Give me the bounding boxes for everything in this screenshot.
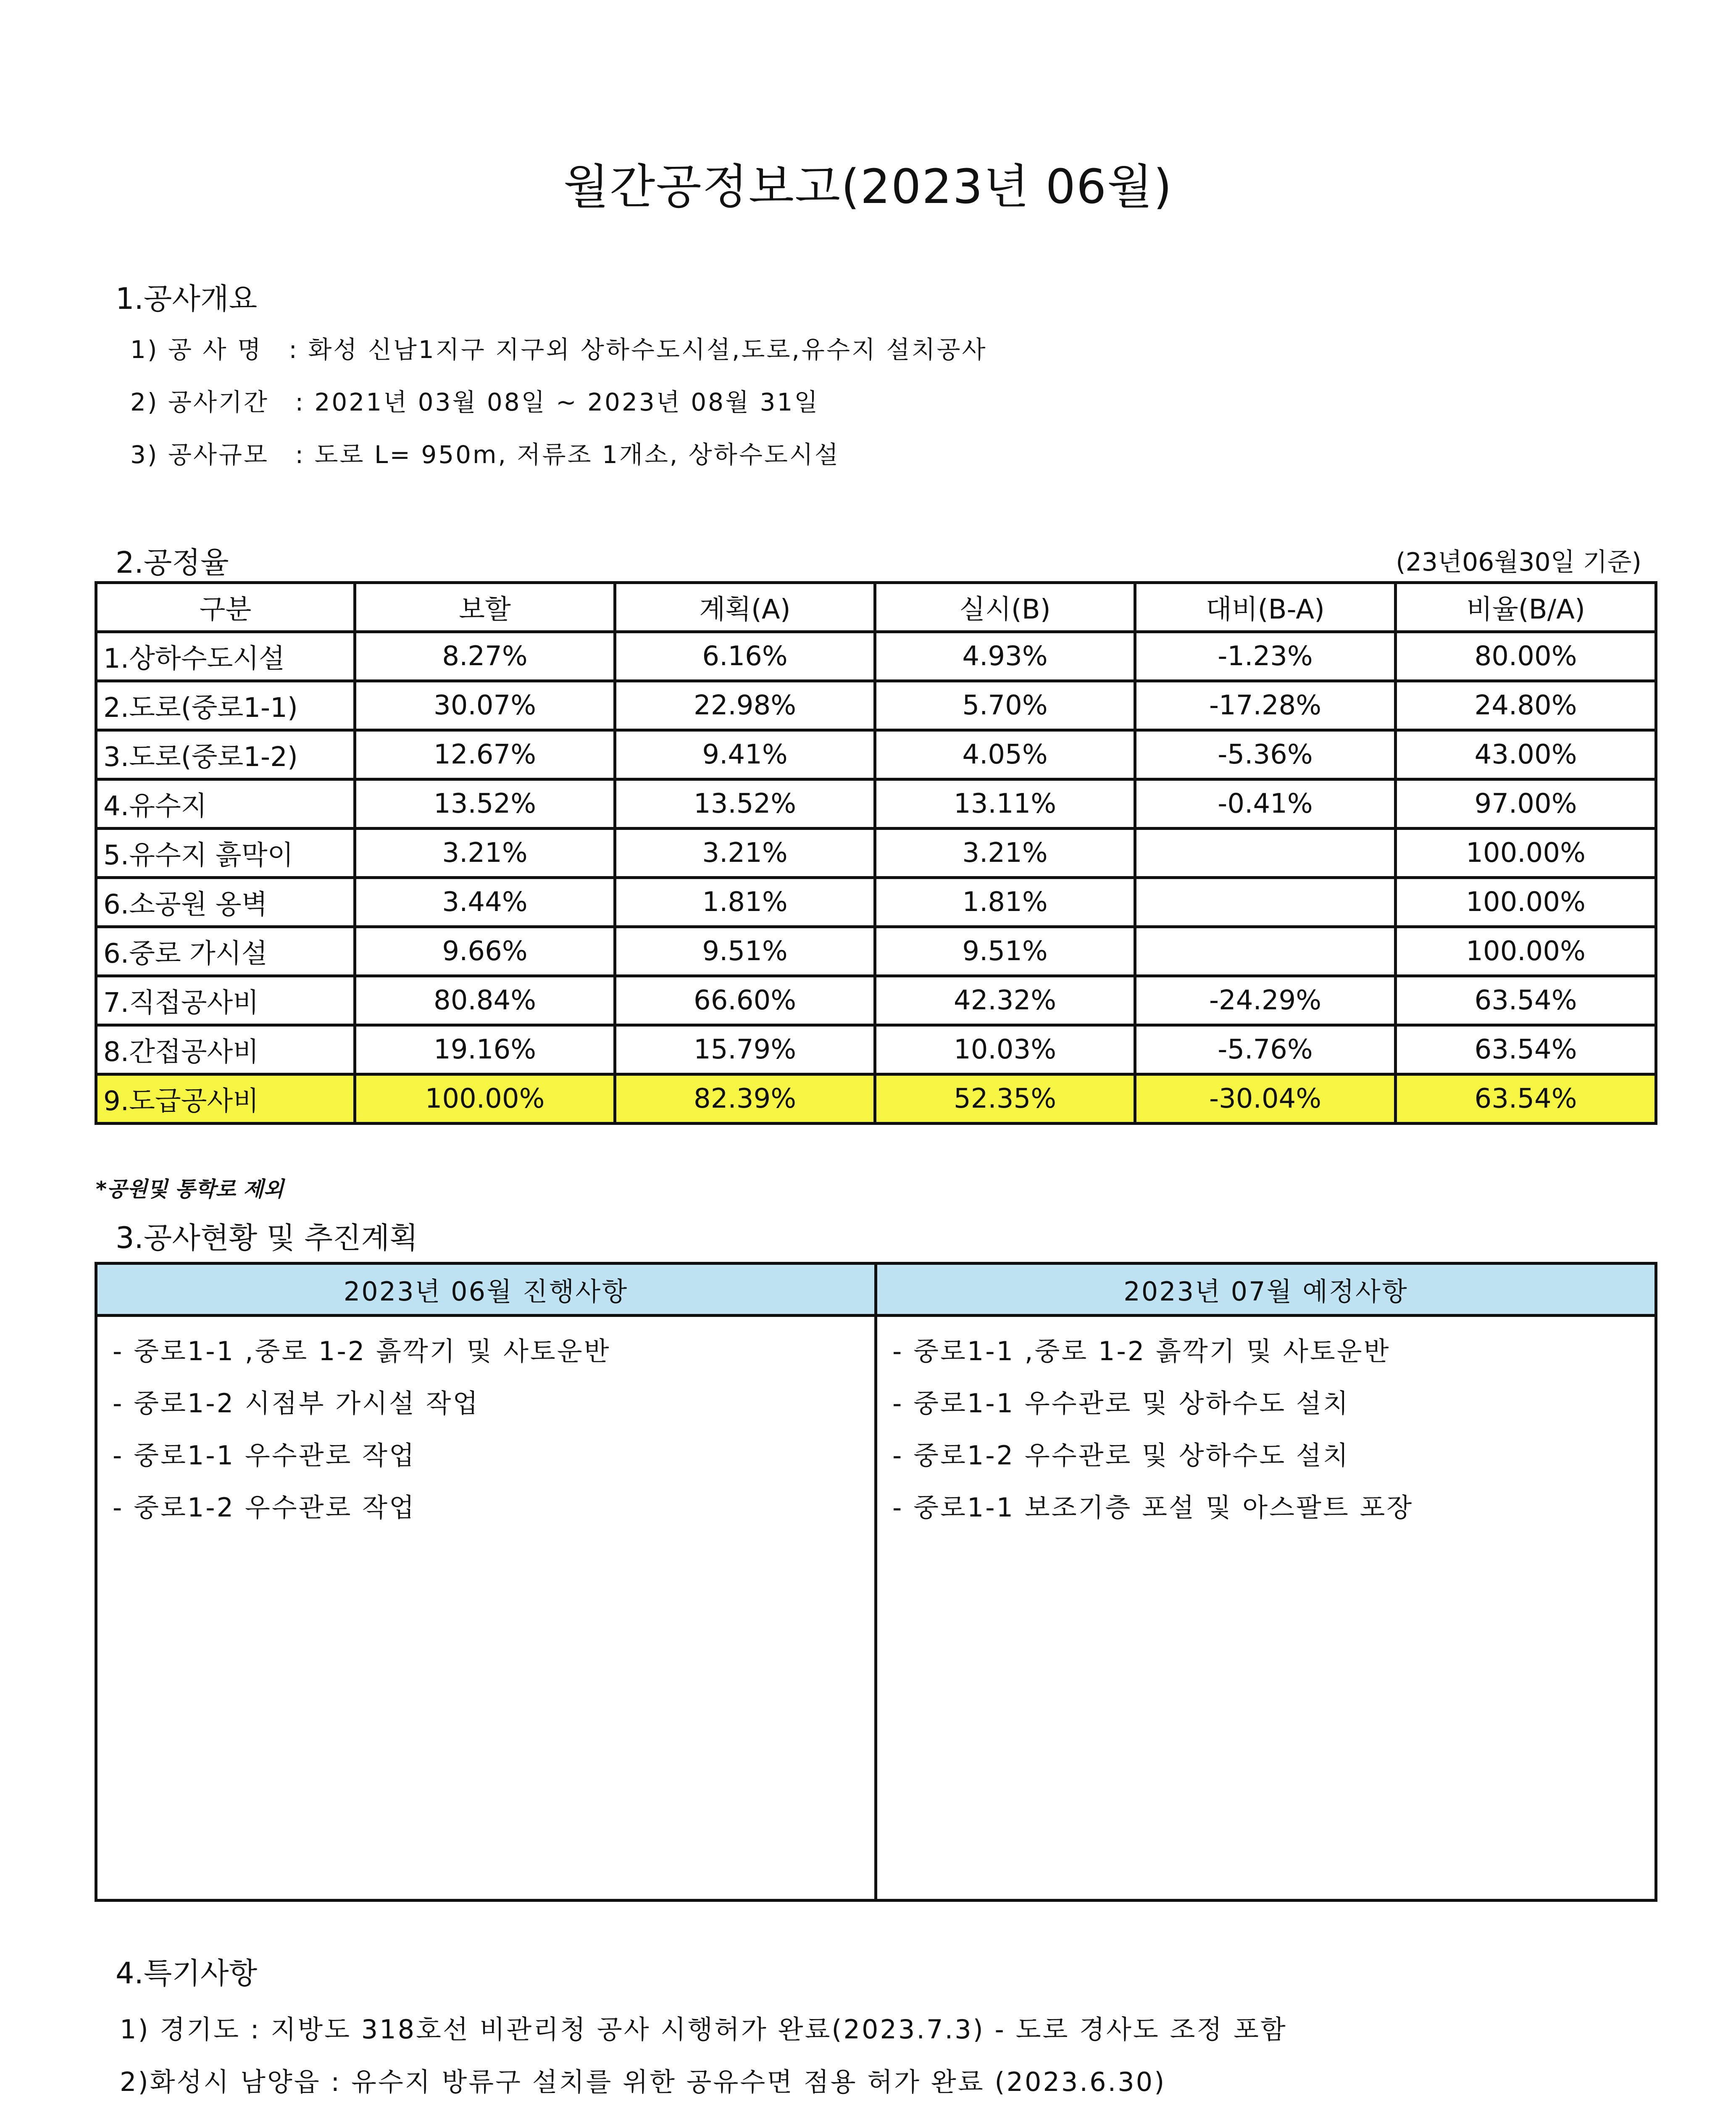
row-actual: 10.03% bbox=[875, 1025, 1135, 1074]
row-diff bbox=[1135, 878, 1396, 927]
row-plan: 3.21% bbox=[615, 829, 875, 878]
row-ratio: 43.00% bbox=[1396, 730, 1656, 779]
row-diff: -30.04% bbox=[1135, 1074, 1396, 1124]
table-row bbox=[96, 927, 1656, 976]
row-plan: 13.52% bbox=[615, 779, 875, 829]
row-actual: 3.21% bbox=[875, 829, 1135, 878]
row-plan: 66.60% bbox=[615, 976, 875, 1025]
header-plan: 계획(A) bbox=[615, 583, 875, 632]
special-item-2: 2)화성시 남양읍 : 유수지 방류구 설치를 위한 공유수면 점용 허가 완료 (2023.6.30) bbox=[120, 2067, 1166, 2097]
table-row bbox=[96, 632, 1656, 681]
overview-period-value: : 2021년 03월 08일 ~ 2023년 08월 31일 bbox=[295, 388, 820, 416]
row-weight: 12.67% bbox=[355, 730, 615, 779]
row-plan: 6.16% bbox=[615, 632, 875, 681]
table-row bbox=[96, 829, 1656, 878]
row-category: 9.도급공사비 bbox=[96, 1074, 355, 1124]
overview-name-value: : 화성 신남1지구 지구외 상하수도시설,도로,유수지 설치공사 bbox=[289, 335, 987, 364]
progress-table bbox=[95, 581, 1657, 1125]
row-diff bbox=[1135, 927, 1396, 976]
total-row bbox=[96, 1074, 1656, 1124]
row-diff: -5.76% bbox=[1135, 1025, 1396, 1074]
row-plan: 15.79% bbox=[615, 1025, 875, 1074]
row-actual: 1.81% bbox=[875, 878, 1135, 927]
list-item: - 중로1-1 보조기층 포설 및 아스팔트 포장 bbox=[892, 1492, 1414, 1523]
overview-scale-label: 3) 공사규모 bbox=[130, 440, 269, 469]
page-title: 월간공정보고(2023년 06월) bbox=[563, 160, 1173, 214]
list-item: - 중로1-2 우수관로 작업 bbox=[113, 1492, 416, 1523]
row-category: 6.소공원 옹벽 bbox=[96, 878, 355, 927]
row-plan: 9.51% bbox=[615, 927, 875, 976]
overview-name-label: 1) 공 사 명 bbox=[130, 335, 263, 364]
row-diff: -1.23% bbox=[1135, 632, 1396, 681]
row-diff: -0.41% bbox=[1135, 779, 1396, 829]
row-ratio: 100.00% bbox=[1396, 878, 1656, 927]
table-row bbox=[96, 878, 1656, 927]
row-category: 8.간접공사비 bbox=[96, 1025, 355, 1074]
row-category: 6.중로 가시설 bbox=[96, 927, 355, 976]
row-plan: 22.98% bbox=[615, 681, 875, 730]
current-month-title: 2023년 06월 진행사항 bbox=[96, 1264, 876, 1316]
list-item: - 중로1-1 우수관로 및 상하수도 설치 bbox=[892, 1388, 1350, 1419]
row-actual: 13.11% bbox=[875, 779, 1135, 829]
basis-date: (23년06월30일 기준) bbox=[1396, 548, 1641, 577]
row-weight: 3.21% bbox=[355, 829, 615, 878]
status-table bbox=[95, 1262, 1657, 1902]
overview-scale-line bbox=[130, 435, 840, 470]
row-plan: 9.41% bbox=[615, 730, 875, 779]
overview-name-line bbox=[130, 330, 987, 365]
next-month-list bbox=[876, 1316, 1656, 1901]
next-month-title: 2023년 07월 예정사항 bbox=[876, 1264, 1656, 1316]
header-diff: 대비(B-A) bbox=[1135, 583, 1396, 632]
row-weight: 9.66% bbox=[355, 927, 615, 976]
status-header-row bbox=[96, 1264, 1656, 1316]
row-weight: 30.07% bbox=[355, 681, 615, 730]
row-weight: 80.84% bbox=[355, 976, 615, 1025]
row-actual: 4.05% bbox=[875, 730, 1135, 779]
overview-period-label: 2) 공사기간 bbox=[130, 388, 269, 416]
row-weight: 100.00% bbox=[355, 1074, 615, 1124]
table-footnote: *공원및 통학로 제외 bbox=[96, 1177, 284, 1201]
header-weight: 보할 bbox=[355, 583, 615, 632]
special-heading: 4.특기사항 bbox=[116, 1956, 258, 1990]
current-month-list bbox=[96, 1316, 876, 1901]
header-actual: 실시(B) bbox=[875, 583, 1135, 632]
row-plan: 1.81% bbox=[615, 878, 875, 927]
row-ratio: 63.54% bbox=[1396, 1025, 1656, 1074]
row-ratio: 80.00% bbox=[1396, 632, 1656, 681]
list-item: - 중로1-2 시점부 가시설 작업 bbox=[113, 1388, 480, 1419]
row-diff bbox=[1135, 829, 1396, 878]
table-row bbox=[96, 976, 1656, 1025]
row-category: 4.유수지 bbox=[96, 779, 355, 829]
row-plan: 82.39% bbox=[615, 1074, 875, 1124]
list-item: - 중로1-2 우수관로 및 상하수도 설치 bbox=[892, 1440, 1350, 1471]
row-weight: 8.27% bbox=[355, 632, 615, 681]
progress-heading: 2.공정율 bbox=[116, 545, 229, 580]
row-weight: 13.52% bbox=[355, 779, 615, 829]
row-actual: 9.51% bbox=[875, 927, 1135, 976]
row-weight: 3.44% bbox=[355, 878, 615, 927]
row-category: 1.상하수도시설 bbox=[96, 632, 355, 681]
row-diff: -5.36% bbox=[1135, 730, 1396, 779]
status-body-row bbox=[96, 1316, 1656, 1901]
row-ratio: 63.54% bbox=[1396, 976, 1656, 1025]
row-actual: 52.35% bbox=[875, 1074, 1135, 1124]
overview-period-line bbox=[130, 382, 819, 418]
row-ratio: 97.00% bbox=[1396, 779, 1656, 829]
list-item: - 중로1-1 우수관로 작업 bbox=[113, 1440, 416, 1471]
row-category: 2.도로(중로1-1) bbox=[96, 681, 355, 730]
row-ratio: 100.00% bbox=[1396, 829, 1656, 878]
table-row bbox=[96, 681, 1656, 730]
row-category: 3.도로(중로1-2) bbox=[96, 730, 355, 779]
list-item: - 중로1-1 ,중로 1-2 흙깍기 및 사토운반 bbox=[892, 1336, 1391, 1366]
header-category: 구분 bbox=[96, 583, 355, 632]
row-ratio: 24.80% bbox=[1396, 681, 1656, 730]
row-category: 5.유수지 흙막이 bbox=[96, 829, 355, 878]
overview-heading: 1.공사개요 bbox=[116, 282, 258, 316]
overview-scale-value: : 도로 L= 950m, 저류조 1개소, 상하수도시설 bbox=[295, 440, 840, 469]
row-weight: 19.16% bbox=[355, 1025, 615, 1074]
row-actual: 4.93% bbox=[875, 632, 1135, 681]
progress-header-row bbox=[96, 583, 1656, 632]
table-row bbox=[96, 1025, 1656, 1074]
row-category: 7.직접공사비 bbox=[96, 976, 355, 1025]
table-row bbox=[96, 779, 1656, 829]
special-item-1: 1) 경기도 : 지방도 318호선 비관리청 공사 시행허가 완료(2023.7.3) - 도로 경사도 조정 포함 bbox=[120, 2014, 1287, 2045]
status-heading: 3.공사현황 및 추진계획 bbox=[116, 1221, 418, 1255]
row-actual: 42.32% bbox=[875, 976, 1135, 1025]
row-diff: -17.28% bbox=[1135, 681, 1396, 730]
row-ratio: 100.00% bbox=[1396, 927, 1656, 976]
row-diff: -24.29% bbox=[1135, 976, 1396, 1025]
header-ratio: 비율(B/A) bbox=[1396, 583, 1656, 632]
row-actual: 5.70% bbox=[875, 681, 1135, 730]
table-row bbox=[96, 730, 1656, 779]
list-item: - 중로1-1 ,중로 1-2 흙깍기 및 사토운반 bbox=[113, 1336, 611, 1366]
row-ratio: 63.54% bbox=[1396, 1074, 1656, 1124]
